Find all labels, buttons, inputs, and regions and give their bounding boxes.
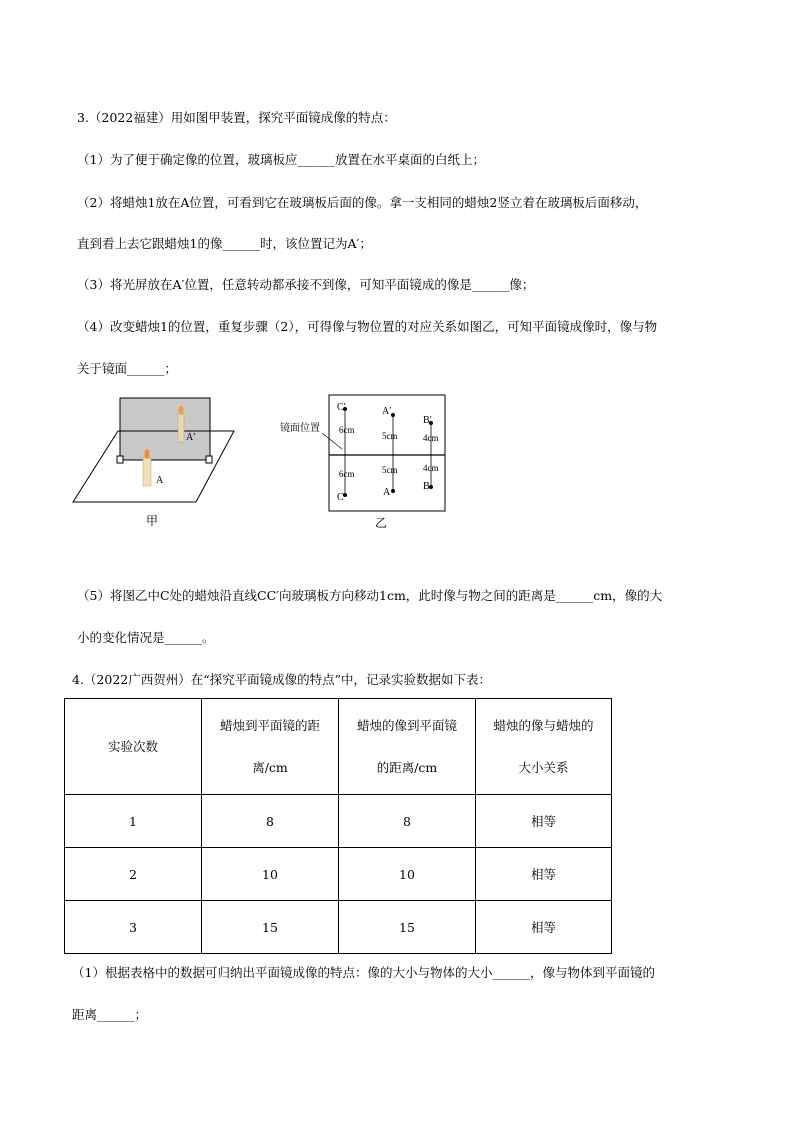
q3-part4-line1: （4）改变蜡烛1的位置，重复步骤（2），可得像与物位置的对应关系如图乙，可知平面镜成像时，像与物 <box>77 319 658 334</box>
candle-a <box>143 458 151 486</box>
q3-part2-line2: 直到看上去它跟蜡烛1的像______时，该位置记为A′； <box>77 236 372 251</box>
point-a <box>391 489 395 493</box>
glass-plate <box>120 398 210 460</box>
data-table <box>64 698 612 954</box>
table-cell: 15 <box>202 901 339 954</box>
svg-text:4cm: 4cm <box>423 463 439 473</box>
header-image-distance: 蜡烛的像到平面镜 的距离/cm <box>339 699 476 795</box>
table-cell: 相等 <box>476 901 612 954</box>
q4-part1-line2: 距离______； <box>72 1007 148 1022</box>
svg-text:B: B <box>423 481 430 492</box>
svg-text:5cm: 5cm <box>382 431 398 441</box>
svg-text:5cm: 5cm <box>382 465 398 475</box>
table-cell: 相等 <box>476 848 612 901</box>
svg-text:A′: A′ <box>382 406 392 417</box>
q3-part3: （3）将光屏放在A′位置，任意转动都承接不到像，可知平面镜成的像是______像； <box>77 277 535 292</box>
q3-part5-line2: 小的变化情况是______。 <box>77 630 215 645</box>
table-header-row <box>65 699 612 795</box>
q3-part5-line1: （5）将图乙中C处的蜡烛沿直线CC′向玻璃板方向移动1cm，此时像与物之间的距离是______cm，像的大 <box>77 588 663 603</box>
table-row <box>65 848 612 901</box>
q3-part4-line2: 关于镜面______； <box>77 361 178 376</box>
table-cell: 10 <box>202 848 339 901</box>
q3-part1: （1）为了便于确定像的位置，玻璃板应______放置在水平桌面的白纸上； <box>77 152 485 167</box>
svg-text:6cm: 6cm <box>339 425 355 435</box>
figure-yi <box>276 393 452 513</box>
label-a: A <box>156 475 164 486</box>
svg-text:A: A <box>383 487 391 498</box>
point-a-prime <box>391 413 395 417</box>
table-cell: 8 <box>339 795 476 848</box>
table-cell: 1 <box>65 795 202 848</box>
svg-text:C′: C′ <box>337 402 346 413</box>
svg-text:6cm: 6cm <box>339 469 355 479</box>
table-cell: 3 <box>65 901 202 954</box>
mirror-label: 镜面位置 <box>280 423 320 434</box>
table-cell: 相等 <box>476 795 612 848</box>
q3-stem: 3.（2022福建）用如图甲装置，探究平面镜成像的特点： <box>77 110 396 125</box>
figure-jia-caption: 甲 <box>146 514 159 528</box>
table-row <box>65 795 612 848</box>
header-size-relation: 蜡烛的像与蜡烛的 大小关系 <box>476 699 612 795</box>
table-row <box>65 901 612 954</box>
q3-part2-line1: （2）将蜡烛1放在A位置，可看到它在玻璃板后面的像。拿一支相同的蜡烛2竖立着在玻璃板后面移动， <box>77 195 648 210</box>
header-trial: 实验次数 <box>65 699 202 795</box>
label-a-prime: A′ <box>186 432 196 443</box>
figure-jia <box>70 392 240 504</box>
clip-left <box>117 456 123 463</box>
svg-text:4cm: 4cm <box>423 433 439 443</box>
header-object-distance: 蜡烛到平面镜的距 离/cm <box>202 699 339 795</box>
table-cell: 2 <box>65 848 202 901</box>
table-cell: 8 <box>202 795 339 848</box>
figure-yi-caption: 乙 <box>375 516 388 530</box>
q4-stem: 4.（2022广西贺州）在“探究平面镜成像的特点”中，记录实验数据如下表： <box>72 672 492 687</box>
clip-right <box>206 456 212 463</box>
candle-image <box>178 414 184 442</box>
q4-part1-line1: （1）根据表格中的数据可归纳出平面镜成像的特点：像的大小与物体的大小______，像与物体到平面镜的 <box>72 965 655 980</box>
table-cell: 15 <box>339 901 476 954</box>
svg-text:B′: B′ <box>423 415 432 426</box>
svg-text:C: C <box>337 492 344 503</box>
table-cell: 10 <box>339 848 476 901</box>
